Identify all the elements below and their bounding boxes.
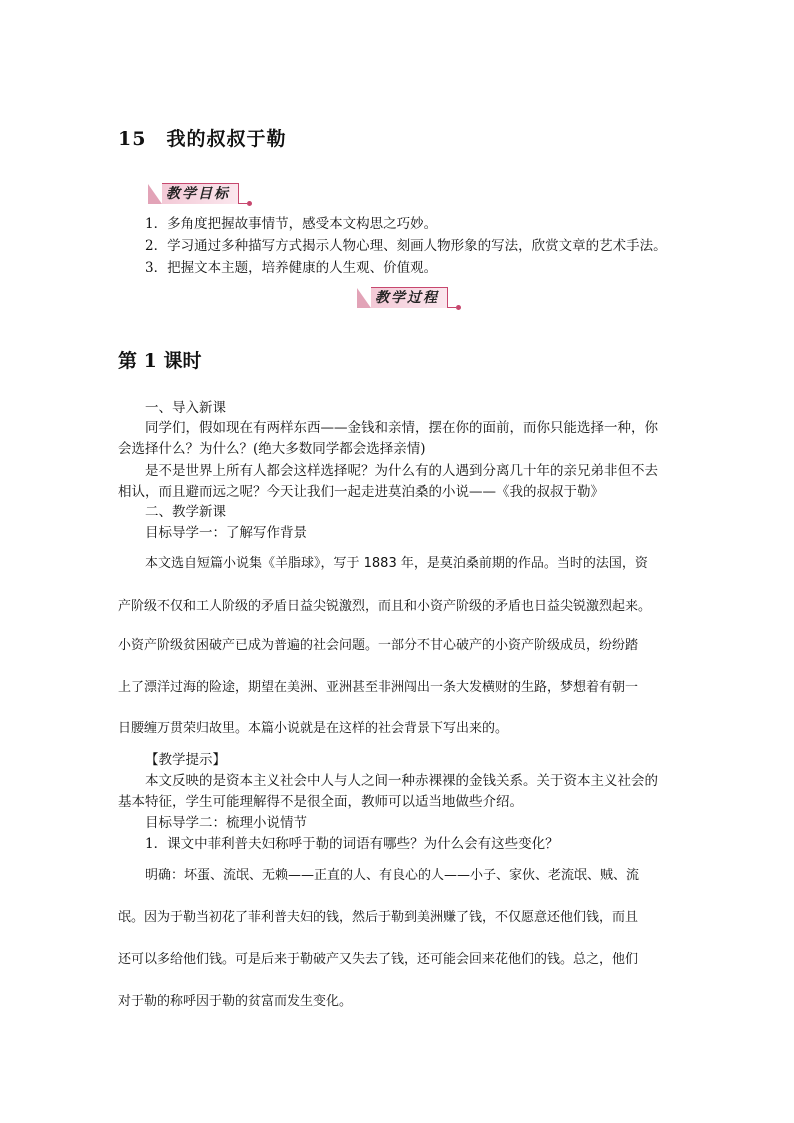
answer-line: 对于勒的称呼因于勒的贫富而发生变化。: [118, 994, 353, 1009]
banner-rule: [239, 203, 247, 204]
background-line: 产阶级不仅和工人阶级的矛盾日益尖锐激烈，而且和小资产阶级的矛盾也日益尖锐激烈起来。: [118, 599, 652, 614]
paragraph-line: 是不是世界上所有人都会这样选择呢？为什么有的人遇到分离几十年的亲兄弟非但不去: [145, 463, 658, 479]
lesson-heading: 第 1 课时: [118, 350, 202, 372]
answer-line: 氓。因为于勒当初花了菲利普夫妇的钱，然后于勒到美洲赚了钱，不仅愿意还他们钱，而且: [118, 910, 639, 925]
section-heading: 一、导入新课: [145, 400, 226, 416]
banner-rule: [448, 307, 456, 308]
background-line: 上了漂洋过海的险途，期望在美洲、亚洲甚至非洲闯出一条大发横财的生路，梦想着有朝一: [118, 680, 639, 695]
background-line: 日腰缠万贯荣归故里。本篇小说就是在这样的社会背景下写出来的。: [118, 721, 509, 736]
page-title: [118, 124, 286, 151]
teaching-tip-heading: 【教学提示】: [145, 752, 226, 768]
paragraph-line: 会选择什么？为什么？(绝大多数同学都会选择亲情): [118, 441, 426, 457]
answer-line: 明确：坏蛋、流氓、无赖——正直的人、有良心的人——小子、家伙、老流氓、贼、流: [145, 868, 640, 883]
background-line: 小资产阶级贫困破产已成为普遍的社会问题。一部分不甘心破产的小资产阶级成员，纷纷踏: [118, 638, 639, 653]
paragraph-line: 相认，而且避而远之呢？今天让我们一起走进莫泊桑的小说——《我的叔叔于勒》: [118, 484, 604, 500]
banner-dot-icon: [456, 305, 461, 310]
process-banner: [357, 286, 472, 308]
objective-item: 3．把握文本主题，培养健康的人生观、价值观。: [145, 260, 438, 276]
banner-triangle-icon: [148, 184, 162, 204]
banner-dot-icon: [247, 201, 252, 206]
question-item: 1．课文中菲利普夫妇称呼于勒的词语有哪些？为什么会有这些变化？: [145, 836, 559, 852]
paragraph-line: 同学们，假如现在有两样东西——金钱和亲情，摆在你的面前，而你只能选择一种，你: [145, 420, 658, 436]
goal-heading: 目标导学一：了解写作背景: [145, 525, 307, 541]
objective-item: 2．学习通过多种描写方式揭示人物心理、刻画人物形象的写法，欣赏文章的艺术手法。: [145, 238, 667, 254]
paragraph-line: 基本特征，学生可能理解得不是很全面，教师可以适当地做些介绍。: [118, 794, 523, 810]
banner-triangle-icon: [357, 288, 371, 308]
process-banner-label: 教学过程: [371, 287, 448, 308]
lesson-title: 我的叔叔于勒: [166, 128, 287, 150]
section-heading: 二、教学新课: [145, 504, 226, 520]
answer-line: 还可以多给他们钱。可是后来于勒破产又失去了钱，还可能会回来花他们的钱。总之，他们: [118, 952, 639, 967]
lesson-number: 15: [118, 128, 147, 150]
background-line: 本文选自短篇小说集《羊脂球》，写于 1883 年，是莫泊桑前期的作品。当时的法国，资: [145, 556, 648, 571]
objective-item: 1．多角度把握故事情节，感受本文构思之巧妙。: [145, 216, 438, 232]
objectives-banner: [148, 182, 268, 204]
goal-heading: 目标导学二：梳理小说情节: [145, 815, 307, 831]
paragraph-line: 本文反映的是资本主义社会中人与人之间一种赤裸裸的金钱关系。关于资本主义社会的: [145, 773, 658, 789]
objectives-banner-label: 教学目标: [162, 183, 239, 204]
